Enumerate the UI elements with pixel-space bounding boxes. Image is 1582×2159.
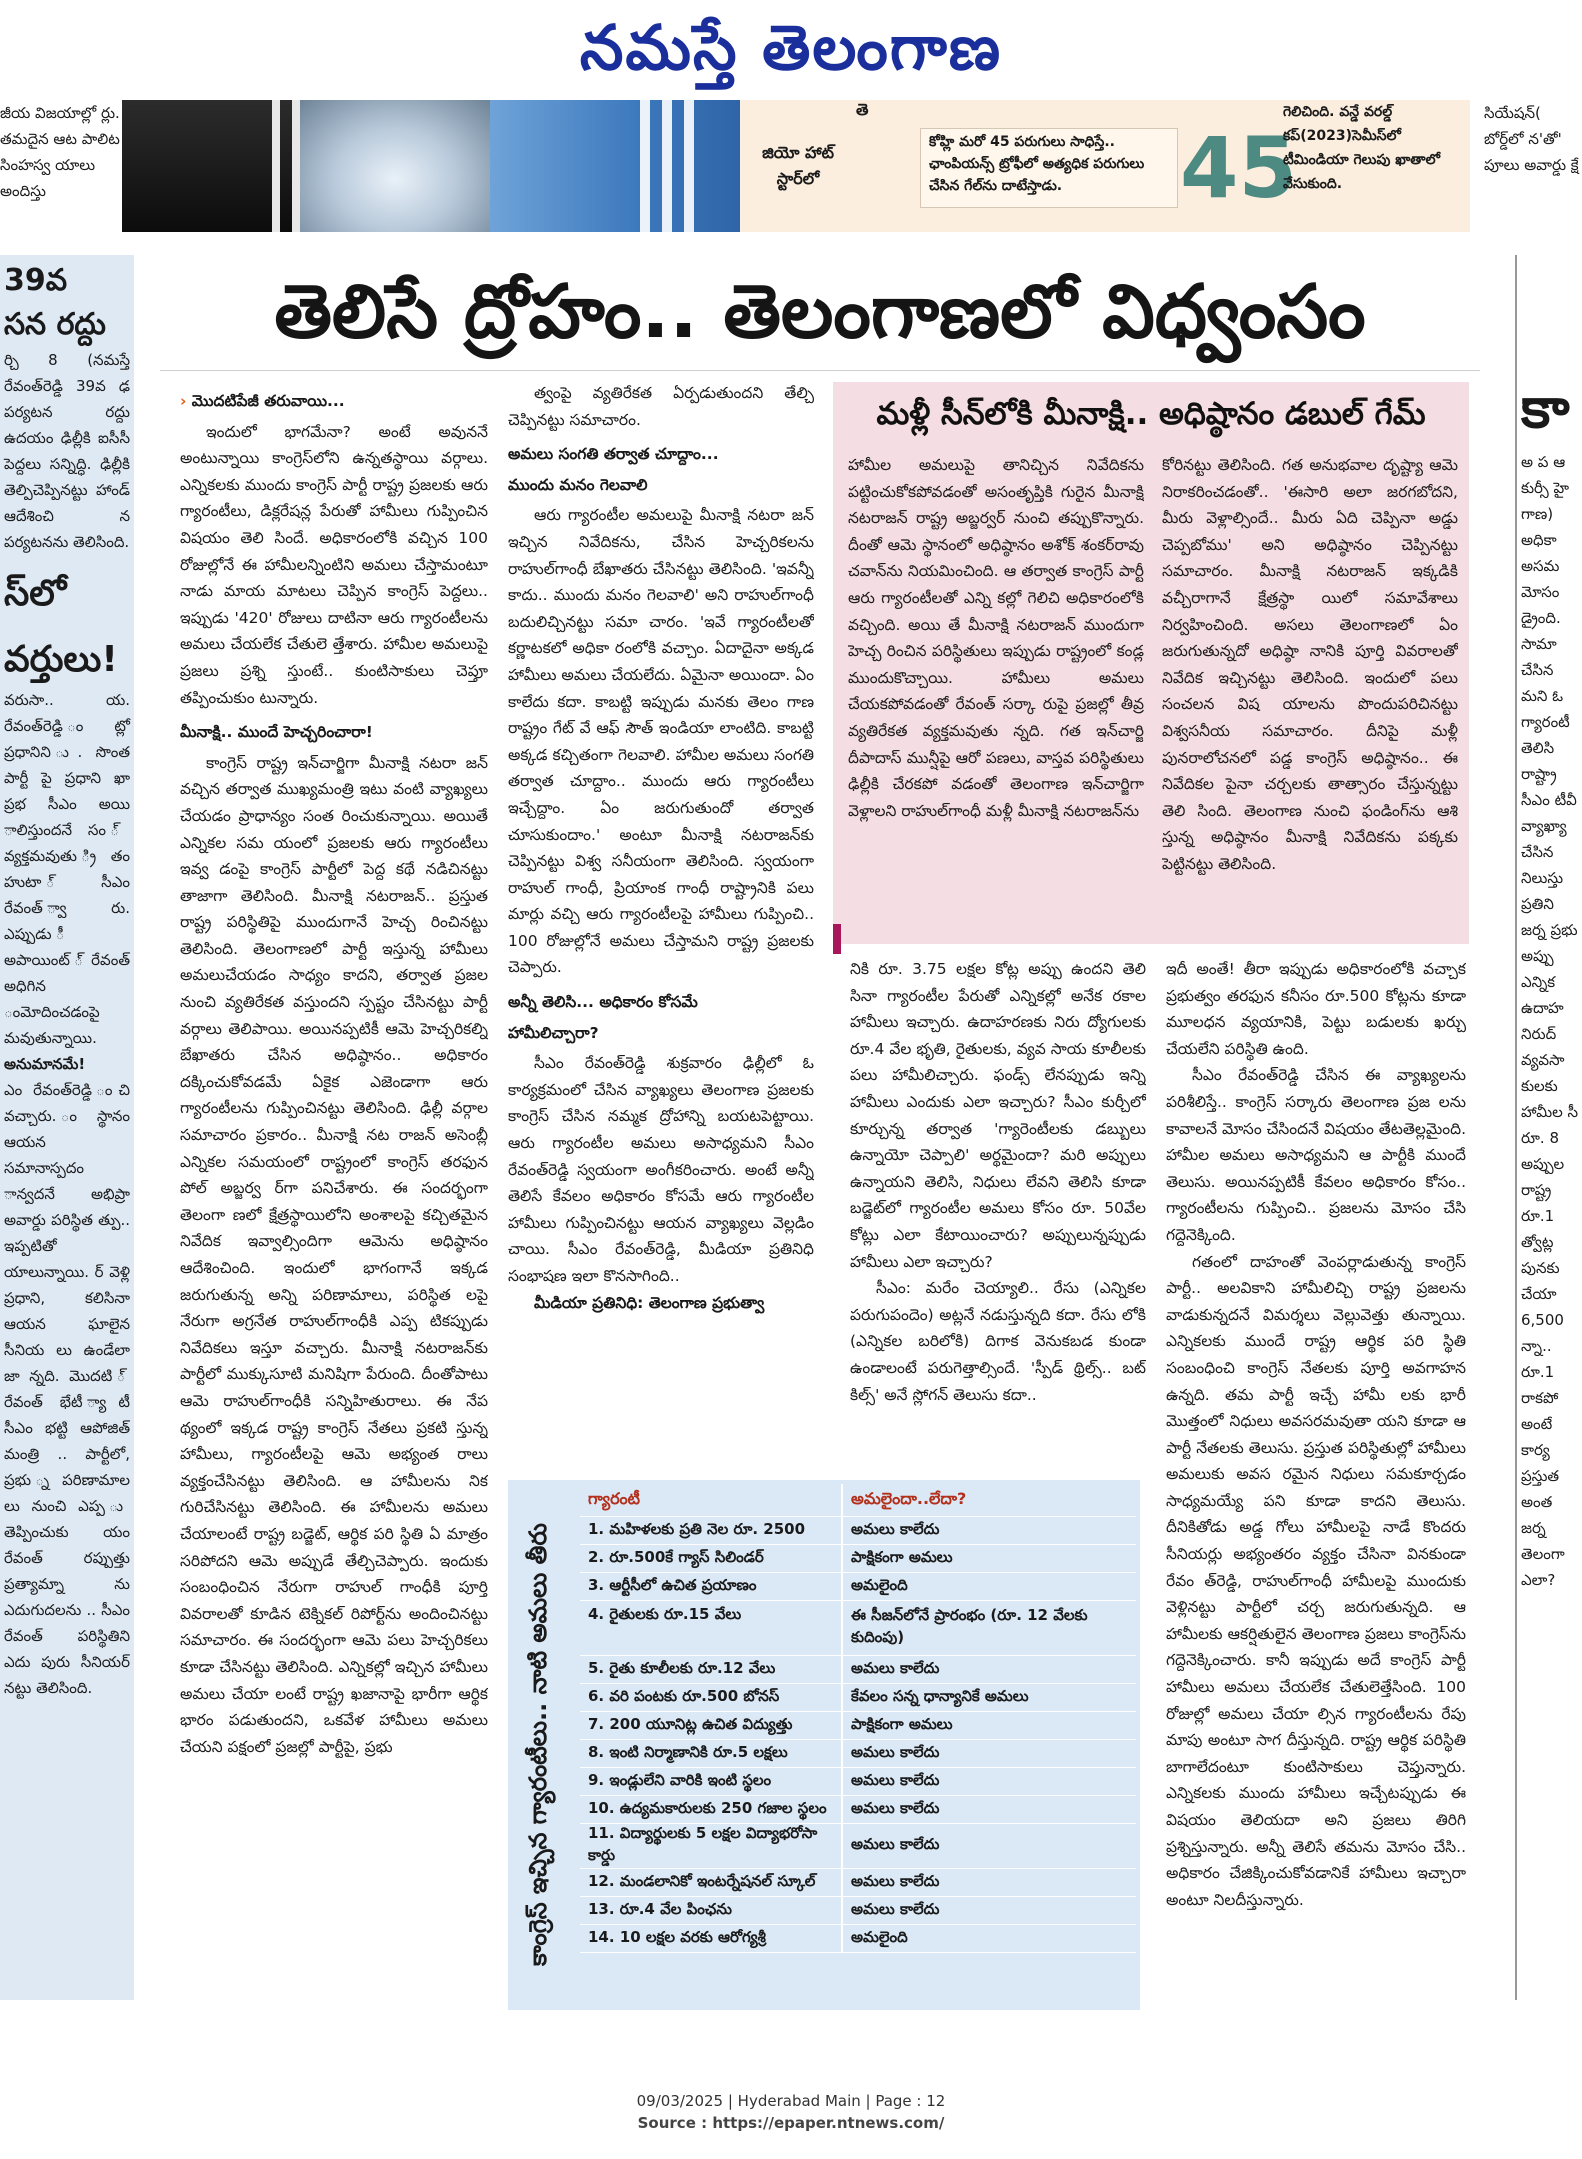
article-paragraph: త్వంపై వ్యతిరేకత ఏర్పడుతుందని తేల్చి చెప్పినట్టు సమాచారం. [508,384,814,429]
table-cell-status: అమలు కాలేదు [842,1740,1136,1768]
table-row [580,1656,1136,1684]
table-cell-status: అమలు కాలేదు [842,1824,1136,1869]
table-cell-guarantee: 2. రూ.500కే గ్యాస్ సిలిండర్ [580,1545,842,1573]
footer-source-link[interactable]: Source : https://epaper.ntnews.com/ [637,2114,945,2132]
top-strip-right-text: సియేషన్( బోర్డ్‌లో న'తో' పూలు అవార్డు క్షే [1484,104,1579,174]
article-subhead: అన్నీ తెలిసి... అధికారం కోసమే [508,993,698,1012]
table-cell-status: పాక్షికంగా అమలు [842,1545,1136,1573]
table-cell-guarantee: 11. విద్యార్థులకు 5 లక్షల విద్యాభరోసా కార్డు [580,1824,842,1869]
continuation-arrow-icon: › [180,392,187,410]
article-paragraph: ఇదీ అంతే! తీరా ఇప్పుడు అధికారంలోకి వచ్చాక ప్రభుత్వం తరఫున కనీసం రూ.500 కోట్లను కూడా మూలధన వ్యయానికి, పెట్టు బడులకు ఖర్చు చేయలేని పరిస్థితి ఉంది. [1166,960,1466,1058]
sidebar-box-title: మళ్లీ సీన్‌లోకి మీనాక్షి.. అధిష్ఠానం డబుల్ గేమ్ [876,396,1426,432]
left-article-text-1: ర్చి 8 (నమస్తే రేవంత్‌రెడ్డి 39వ ఢ పర్యటన రద్దు ఉదయం ఢిల్లీకి ఐసీసీ పెద్దలు సన్నిద్ధి. ఢిల్లీకి తెల్పిచెప్పినట్టు హాండ్ ఆదేశించి న పర్యటనను తెలిసింది. [4,351,130,551]
guarantee-table-side-title: కాంగ్రెస్ ఇచ్చిన గ్యారంటీలు.. నాటి అమలు తీరు [524,1523,552,1967]
left-article-text-3: ఎం రేవంత్‌రెడ్డి ంచి వచ్చారు. ంస్థానం ఆయన సమానాస్పదం ాన్వదనే అభిప్రా అవార్డు పరిస్థిత త్పు.. ఇప్పటితో యాలున్నాయి. ర్ వెళ్లి ప్రధాని, కలిసినా ఆయన ఘాలైన సీనియ లు ఉండేలా జా న్నది. మొదటి ్ రేవంత్ భేటీ ్యాటీ సీఎం భట్టి ఆపోజిత్ మంత్రి .. పార్టీలో, ప్రభు ్న పరిణామాల లు నుంచి ఎప్ప ు తెప్పించుకు యం రేవంత్ రప్పుత్తు ప్రత్యామ్నా ను ఎదుగుదలను .. సీఎం రేవంత్ పరిస్థితిని ఎదు పురు సీనియర్ నట్టు తెలిసింది. [4,1081,130,1697]
article-paragraph: నికి రూ. 3.75 లక్షల కోట్ల అప్పు ఉందని తెలి సినా గ్యారంటీల పేరుతో ఎన్నికల్లో అనేక రకాల హామీలు ఇచ్చారు. ఉదాహరణకు నిరు ద్యోగులకు రూ.4 వేల భృతి, రైతులకు, వ్యవ సాయ కూలీలకు పలు హామీలిచ్చారు. ఫండ్స్ లేనప్పుడు ఇన్ని హామీలు ఎందుకు ఎలా ఇచ్చారు? సీఎం కుర్చీలో కూర్చున్న తర్వాత 'గ్యారెంటీలకు డబ్బులు ఉన్నాయో చెప్పాలి' అర్థమైందా? మరి అప్పులు ఉన్నాయని తెలిసి, నిధులు లేవని తెలిసి కూడా బడ్జెట్‌లో గ్యారంటీల అమలు కోసం రూ. 50వేల కోట్లు ఎలా కేటాయించారు? అప్పులున్నప్పుడు హామీలు ఎలా ఇచ్చారు? [850,960,1146,1271]
table-row [580,1768,1136,1796]
table-cell-guarantee: 14. 10 లక్షల వరకు ఆరోగ్యశ్రీ [580,1925,842,1953]
table-cell-guarantee: 3. ఆర్టీసీలో ఉచిత ప్రయాణం [580,1573,842,1601]
table-cell-status: అమలు కాలేదు [842,1517,1136,1545]
table-row [580,1601,1136,1656]
table-cell-guarantee: 5. రైతు కూలీలకు రూ.12 వేలు [580,1656,842,1684]
article-subhead: అమలు సంగతి తర్వాత చూద్దాం... [508,445,719,464]
left-article-head-2: సన రద్దు [4,307,106,342]
article-column-3 [850,956,1146,1468]
jio-hotstar-text: జియో హాట్ స్టార్‌లో [762,143,834,188]
table-row [580,1869,1136,1897]
article-column-2 [508,380,814,1470]
table-cell-status: పాక్షికంగా అమలు [842,1712,1136,1740]
table-cell-status: అమలైంది [842,1925,1136,1953]
left-article-head-4: వర్తులు! [4,639,118,680]
kohli-stat-box: కోహ్లి మరో 45 పరుగులు సాధిస్తే.. ఛాంపియన్స్ ట్రోఫీలో అత్యధిక పరుగులు చేసిన గేల్‌ను దాటేస్తాడు. [920,128,1178,208]
table-row [580,1925,1136,1953]
left-adjacent-article [0,255,134,2000]
guarantee-table [580,1484,1136,1953]
sidebar-box-column-2: కోరినట్టు తెలిసింది. గత అనుభవాల దృష్ట్యా ఆమె నిరాకరించడంతో.. 'ఈసారి అలా జరగబోదని, మీరు వెళ్లాల్సిందే.. మీరు ఏది చెప్పినా అడ్డు చెప్పబోము' అని అధిష్ఠానం చెప్పినట్టు సమాచారం. మీనాక్షి నటరాజన్ ఇక్కడికి వచ్చీరాగానే క్షేత్రస్థా యిలో సమావేశాలు నిర్వహించింది. అసలు తెలంగాణలో ఏం జరుగుతున్నదో అధిష్ఠా నానికి పూర్తి వివరాలతో నివేదిక ఇచ్చినట్టు తెలిసింది. ఇందులో పలు సంచలన విష యాలను పొందుపరిచినట్టు విశ్వసనీయ సమాచారం. దీనిపై మళ్లీ పునరాలోచనలో పడ్డ కాంగ్రెస్ అధిష్ఠానం.. ఈ నివేదికల పైనా చర్చలకు తాత్సారం చేస్తున్నట్టు తెలి సింది. తెలంగాణ నుంచి ఫండింగ్‌ను ఆశి స్తున్న అధిష్ఠానం మీనాక్షి నివేదికను పక్కకు పెట్టినట్టు తెలిసింది. [1162,456,1458,873]
table-cell-guarantee: 7. 200 యూనిట్ల ఉచిత విద్యుత్తు [580,1712,842,1740]
table-row [580,1517,1136,1545]
article-paragraph: ఆరు గ్యారంటీల అమలుపై మీనాక్షి నటరా జన్ ఇచ్చిన నివేదికను, చేసిన హెచ్చరికలను రాహుల్‌గాంధీ బేఖాతరు చేసినట్టు తెలిసింది. 'ఇవన్నీ కాదు.. ముందు మనం గెలవాలి' అని రాహుల్‌గాంధీ బదులిచ్చినట్టు సమా చారం. 'ఇవే గ్యారంటీలతో కర్ణాటకలో అధికా రంలోకి వచ్చాం. ఏదాదైనా అక్కడ హామీలు అమలు చేయలేదు. ఏమైనా అయిందా. ఏం కాలేదు కదా. కాబట్టి ఇప్పుడు మనకు తెలం గాణ రాష్ట్రం గేట్ వే ఆఫ్ సౌత్ ఇండియా లాంటిది. కాబట్టి అక్కడ కచ్చితంగా గెలవాలి. హామీల అమలు సంగతి తర్వాత చూద్దాం.. ముందు ఆరు గ్యారంటీలు ఇచ్చేద్దాం. ఏం జరుగుతుందో తర్వాత చూసుకుందాం.' అంటూ మీనాక్షి నటరాజన్‌కు చెప్పినట్టు విశ్వ సనీయంగా తెలిసింది. స్వయంగా రాహుల్ గాంధీ, ప్రియాంక గాంధీ రాష్ట్రానికి పలు మార్లు వచ్చి ఆరు గ్యారంటీలపై హామీలు గుప్పించి.. 100 రోజుల్లోనే అమలు చేస్తామని రాష్ట్ర ప్రజలకు చెప్పారు. [508,506,814,977]
table-cell-status: అమలు కాలేదు [842,1897,1136,1925]
table-row [580,1684,1136,1712]
photo-player-blue [490,100,740,232]
left-article-text-2: వరుసా.. య. రేవంత్‌రెడ్డి ంట్లో ప్రధానిని ు. సొంత పార్టీ పై ప్రధాని ఖా ప్రభ సీఎం అయి ాలిస్తుందనే సం ్ వ్యక్తమవుతు ్రితం హుటా ్ సీఎం రేవంత్ ్వారు. ఎప్పుడు ీ అపాయింట్ ్ రేవంత్ అధిగిన ంమోదించడంపై మవుతున్నాయి. [4,691,130,1047]
left-article-subhead: అనుమానమే! [4,1055,86,1073]
table-cell-status: ఈ సీజన్‌లోనే ప్రారంభం (రూ. 12 వేలకు కుదింపు) [842,1601,1136,1656]
right-article-head: కా [1521,376,1570,441]
table-row [580,1545,1136,1573]
kohli-stat-number: 45 [1180,119,1297,217]
article-paragraph: మీడియా ప్రతినిధి: తెలంగాణ ప్రభుత్వా [534,1293,765,1312]
table-cell-guarantee: 8. ఇంటి నిర్మాణానికి రూ.5 లక్షలు [580,1740,842,1768]
top-strip-left-text: జీయ విజయాల్లో ర్లు. తమదైన ఆట పాలిట సింహస్వ యాలు అందిస్తు [0,104,120,200]
left-article-head-3: స్‌లో [4,573,67,614]
top-strip-corner-text: తె [856,100,869,119]
left-article-head-1: 39వ [4,263,68,298]
article-paragraph: కాంగ్రెస్ రాష్ట్ర ఇన్‌చార్జిగా మీనాక్షి నటరా జన్ వచ్చిన తర్వాత ముఖ్యమంత్రి ఇటు వంటి వ్యాఖ్యలు చేయడం ప్రాధాన్యం సంత రించుకున్నాయి. అయితే ఎన్నికల సమ యంలో ప్రజలకు ఆరు గ్యారంటీలు ఇవ్వ డంపై కాంగ్రెస్ పార్టీలో పెద్ద కథే నడిచినట్టు తాజాగా తెలిసింది. మీనాక్షి నటరాజన్.. ప్రస్తుత రాష్ట్ర పరిస్థితిపై ముందుగానే హెచ్చ రించినట్టు తెలిసింది. తెలంగాణలో పార్టీ ఇస్తున్న హామీలు అమలుచేయడం సాధ్యం కాదని, తర్వాత ప్రజల నుంచి వ్యతిరేకత వస్తుందని స్పష్టం చేసినట్టు పార్టీ వర్గాలు తెలిపాయి. అయినప్పటికీ ఆమె హెచ్చరికల్ని బేఖాతరు చేసిన అధిష్ఠానం.. అధికారం దక్కించుకోవడమే ఏకైక ఎజెండాగా ఆరు గ్యారంటీలను గుప్పించినట్టు తెలిసింది. ఢిల్లీ వర్గాల సమాచారం ప్రకారం.. మీనాక్షి నట రాజన్ అసెంబ్లీ ఎన్నికల సమయంలో రాష్ట్రంలో కాంగ్రెస్ తరఫున పోల్ అబ్జర్వ ర్‌గా పనిచేశారు. ఈ సందర్భంగా తెలంగా ణలో క్షేత్రస్థాయిలోని అంశాలపై కచ్చితమైన నివేదిక ఇవ్వాల్సిందిగా ఆమెను అధిష్ఠానం ఆదేశించింది. ఇందులో భాగంగానే ఇక్కడ జరుగుతున్న అన్ని పరిణామాలు, పరిస్థిత లపై నేరుగా అగ్రనేత రాహుల్‌గాంధీకి ఎప్ప టికప్పుడు నివేదికలు ఇస్తూ వచ్చారు. మీనాక్షి నటరాజన్‌కు పార్టీలో ముక్కుసూటి మనిషిగా పేరుంది. దీంతోపాటు ఆమె రాహుల్‌గాంధీకి సన్నిహితురాలు. ఈ నేప థ్యంలో ఇక్కడ రాష్ట్ర కాంగ్రెస్ నేతలు ప్రకటి స్తున్న హామీలు, గ్యారంటీలపై ఆమె అభ్యంత రాలు వ్యక్తంచేసినట్టు తెలిసింది. ఆ హామీలను నిక గురిచేసినట్టు తెలిసింది. ఈ హామీలను అమలు చేయాలంటే రాష్ట్ర బడ్జెట్, ఆర్థిక పరి స్థితి ఏ మాత్రం సరిపోదని ఆమె అప్పుడే తేల్చిచెప్పారు. ఇందుకు సంబంధించిన నేరుగా రాహుల్ గాంధీకి పూర్తి వివరాలతో కూడిన టెక్నికల్ రిపోర్ట్‌ను అందించినట్టు సమాచారం. ఈ సందర్భంగా ఆమె పలు హెచ్చరికలు కూడా చేసినట్టు తెలిసింది. ఎన్నికల్లో ఇచ్చిన హామీలు అమలు చేయా లంటే రాష్ట్ర ఖజానాపై భారీగా ఆర్థిక భారం పడుతుందని, ఒకవేళ హామీలు అమలు చేయని పక్షంలో ప్రజల్లో పార్టీపై, ప్రభు [180,753,488,1756]
article-paragraph: గతంలో దాహంతో వెంపర్లాడుతున్న కాంగ్రెస్ పార్టీ.. అలవికాని హామీలిచ్చి రాష్ట్ర ప్రజలను వాడుకున్నదనే విమర్శలు వెల్లువెత్తు తున్నాయి. ఎన్నికలకు ముందే రాష్ట్ర ఆర్థిక పరి స్థితి సంబంధించి కాంగ్రెస్ నేతలకు పూర్తి అవగాహన ఉన్నది. తమ పార్టీ ఇచ్చే హామీ లకు భారీ మొత్తంలో నిధులు అవసరమవుతా యని కూడా ఆ పార్టీ నేతలకు తెలుసు. ప్రస్తుత పరిస్థితుల్లో హామీలు అమలుకు అవస రమైన నిధులు సమకూర్చడం సాధ్యమయ్యే పని కూడా కాదని తెలుసు. దీనికితోడు అడ్డ గోలు హామీలపై నాడే కొందరు సీనియర్లు అభ్యంతరం వ్యక్తం చేసినా వినకుండా రేవం త్‌రెడ్డి, రాహుల్‌గాంధీ హామీలపై ముందుకు వెళ్లినట్టు పార్టీలో చర్చ జరుగుతున్నది. ఆ హామీలకు ఆకర్షితులైన తెలంగాణ ప్రజలు కాంగ్రెస్‌ను గద్దెనెక్కించారు. కానీ ఇప్పుడు అదే కాంగ్రెస్ పార్టీ హామీలు అమలు చేయలేక చేతులెత్తేసింది. 100 రోజుల్లో అమలు చేయా ల్సిన గ్యారంటీలను రేపు మాపు అంటూ సాగ దీస్తున్నది. రాష్ట్ర ఆర్థిక పరిస్థితి బాగాలేదంటూ కుంటిసాకులు చెప్తున్నారు. ఎన్నికలకు ముందు హామీలు ఇచ్చేటప్పుడు ఈ విషయం తెలియదా అని ప్రజలు తిరిగి ప్రశ్నిస్తున్నారు. అన్నీ తెలిసే తమను మోసం చేసి.. అధికారం చేజిక్కించుకోవడానికే హామీలు ఇచ్చారా అంటూ నిలదీస్తున్నారు. [1166,1252,1466,1909]
table-header-guarantee: గ్యారంటీ [580,1484,842,1517]
table-row [580,1897,1136,1925]
table-row [580,1796,1136,1824]
table-cell-guarantee: 10. ఉద్యమకారులకు 250 గజాల స్థలం [580,1796,842,1824]
table-cell-guarantee: 12. మండలానికో ఇంటర్నేషనల్ స్కూల్ [580,1869,842,1897]
right-article-text: అ ప ఆ కుర్సీ హై గాణ) అధికా అసమ మోసం డ్రైంది. సామా చేసిన మని ఓ గ్యారంటీ తెలిసి రాష్ట్రా సీఎం టీవీ వ్యాఖ్యా చేసిన నిలుస్తు ప్రతిని జర్న ప్రభు అప్పు ఎన్నిక ఉదాహ నిరుద్ వ్యవసా కులకు హామీల సీ రూ. 8 అప్పుల రాష్ట్ర రూ.1 త్వోట్ల పునకు చేయా 6,500 న్నా.. రూ.1 రాకపో అంటే కార్య ప్రస్తుత అంత జర్న తెలంగా ఎలా? [1521,453,1578,1589]
top-strip-promo-right: గెలిచింది. వన్డే వరల్డ్ కప్(2023)సెమీస్‌లో టీమిండియా గెలుపు ఖాతాలో వేసుకుంది. [1283,104,1441,192]
table-cell-status: అమలైంది [842,1573,1136,1601]
headline-divider [160,370,1480,371]
table-cell-status: అమలు కాలేదు [842,1656,1136,1684]
sidebar-box-column-1: హామీల అమలుపై తానిచ్చిన నివేదికను పట్టించుకోకపోవడంతో అసంతృప్తికి గురైన మీనాక్షి నటరాజన్ రాష్ట్ర అబ్జర్వర్ నుంచి తప్పుకొన్నారు. దీంతో ఆమె స్థానంలో అధిష్ఠానం అశోక్ శంకర్‌రావు చవాన్‌ను నియమించింది. ఆ తర్వాత కాంగ్రెస్ పార్టీ ఆరు గ్యారంటీలతో ఎన్ని కల్లో గెలిచి అధికారంలోకి వచ్చింది. అయి తే మీనాక్షి నటరాజన్ ముందుగా హెచ్చ రించిన పరిస్థితులు ఇప్పుడు రాష్ట్రంలో కండ్ల ముందుకొచ్చాయి. హామీలు అమలు చేయకపోవడంతో రేవంత్ సర్కా రుపై ప్రజల్లో తీవ్ర వ్యతిరేకత వ్యక్తమవుతు న్నది. గత ఇన్‌చార్జి దీపాదాస్ మున్షీపై ఆరో పణలు, వాస్తవ పరిస్థితులు ఢిల్లీకి చేరకపో వడంతో తెలంగాణ ఇన్‌చార్జిగా వెళ్లాలని రాహుల్‌గాంధీ మళ్లీ మీనాక్షి నటరాజన్‌ను [848,456,1144,820]
table-cell-guarantee: 1. మహిళలకు ప్రతి నెల రూ. 2500 [580,1517,842,1545]
article-subhead: మీనాక్షి.. ముందే హెచ్చరించారా! [180,723,373,742]
article-paragraph: ఇందులో భాగమేనా? అంటే అవుననే అంటున్నాయి కాంగ్రెస్‌లోని ఉన్నతస్థాయి వర్గాలు. ఎన్నికలకు ముందు కాంగ్రెస్ పార్టీ రాష్ట్ర ప్రజలకు ఆరు గ్యారంటీలు, డిక్లరేషన్ల పేరుతో హామీలు గుప్పించిన విషయం తెలి సిందే. అధికారంలోకి వచ్చిన 100 రోజుల్లోనే ఈ హామీలన్నింటిని అమలు చేస్తామంటూ నాడు మాయ మాటలు చెప్పిన కాంగ్రెస్ పెద్దలు.. ఇప్పుడు '420' రోజులు దాటినా ఆరు గ్యారంటీలను అమలు చేయలేక చేతులె త్తేశారు. హామీల అమలుపై ప్రజలు ప్రశ్ని స్తుంటే.. కుంటిసాకులు చెప్తూ తప్పించుకుం టున్నారు. [180,422,488,707]
article-paragraph: సీఎం రేవంత్‌రెడ్డి చేసిన ఈ వ్యాఖ్యలను పరిశీలిస్తే.. కాంగ్రెస్ సర్కారు తెలంగాణ ప్రజ లను కావాలనే మోసం చేసిందనే విషయం తేటతెల్లమైంది. హామీల అమలు అసాధ్యమని ఆ పార్టీకి ముందే తెలుసు. అయినప్పటికీ కేవలం అధికారం కోసం.. గ్యారంటీలను గుప్పించి.. ప్రజలను మోసం చేసి గద్దెనెక్కింది. [1166,1066,1466,1244]
footer-edition-info: 09/03/2025 | Hyderabad Main | Page : 12 [636,2092,946,2110]
article-column-1 [180,380,488,2010]
table-row [580,1712,1136,1740]
table-row [580,1824,1136,1869]
article-column-4 [1166,956,1466,2016]
photo-trophy [300,100,490,232]
sidebar-box-marker [833,924,841,954]
page-headline: తెలిసే ద్రోహం.. తెలంగాణలో విధ్వంసం [274,269,1366,355]
article-paragraph: సీఎం రేవంత్‌రెడ్డి శుక్రవారం ఢిల్లీలో ఓ కార్యక్రమంలో చేసిన వ్యాఖ్యలు తెలంగాణ ప్రజలకు కాంగ్రెస్ చేసిన నమ్మక ద్రోహాన్ని బయటపెట్టాయి. ఆరు గ్యారంటీల అమలు అసాధ్యమని సీఎం రేవంత్‌రెడ్డి స్వయంగా అంగీకరించారు. అంటే అన్నీ తెలిసే కేవలం అధికారం కోసమే ఆరు గ్యారంటీల హామీలు గుప్పించినట్టు ఆయన వ్యాఖ్యలు వెల్లడిం చాయి. సీఎం రేవంత్‌రెడ్డి, మీడియా ప్రతినిధి సంభాషణ ఇలా కొనసాగింది.. [508,1054,814,1285]
table-cell-status: అమలు కాలేదు [842,1768,1136,1796]
table-cell-guarantee: 9. ఇండ్లులేని వారికి ఇంటి స్థలం [580,1768,842,1796]
table-cell-guarantee: 6. వరి పంటకు రూ.500 బోనస్ [580,1684,842,1712]
article-subhead: హామీలిచ్చారా? [508,1023,599,1042]
table-row [580,1573,1136,1601]
table-cell-guarantee: 4. రైతులకు రూ.15 వేలు [580,1601,842,1656]
table-cell-status: కేవలం సన్న ధాన్యానికే అమలు [842,1684,1136,1712]
table-cell-status: అమలు కాలేదు [842,1869,1136,1897]
table-cell-guarantee: 13. రూ.4 వేల పింఛను [580,1897,842,1925]
table-cell-status: అమలు కాలేదు [842,1796,1136,1824]
article-paragraph: సీఎం: మరేం చెయ్యాలి.. రేసు (ఎన్నికల పరుగుపందెం) అట్లనే నడుస్తున్నది కదా. రేసు లోకి (ఎన్నికల బరిలోకి) దిగాక వెనుకబడ కుండా ఉండాలంటే పరుగెత్తాల్సిందే. 'స్పీడ్ థ్రిల్స్.. బట్ కిల్స్' అనే స్లోగన్ తెలుసు కదా.. [850,1279,1146,1404]
continuation-label: మొదటిపేజీ తరువాయి... [191,392,345,410]
masthead-logo: నమస్తే తెలంగాణ [579,11,1003,84]
right-adjacent-article [1515,255,1582,2000]
page-footer [0,2090,1582,2134]
article-subhead: ముందు మనం గెలవాలి [508,475,648,494]
table-row [580,1740,1136,1768]
table-header-status: అమలైందా..లేదా? [842,1484,1136,1517]
